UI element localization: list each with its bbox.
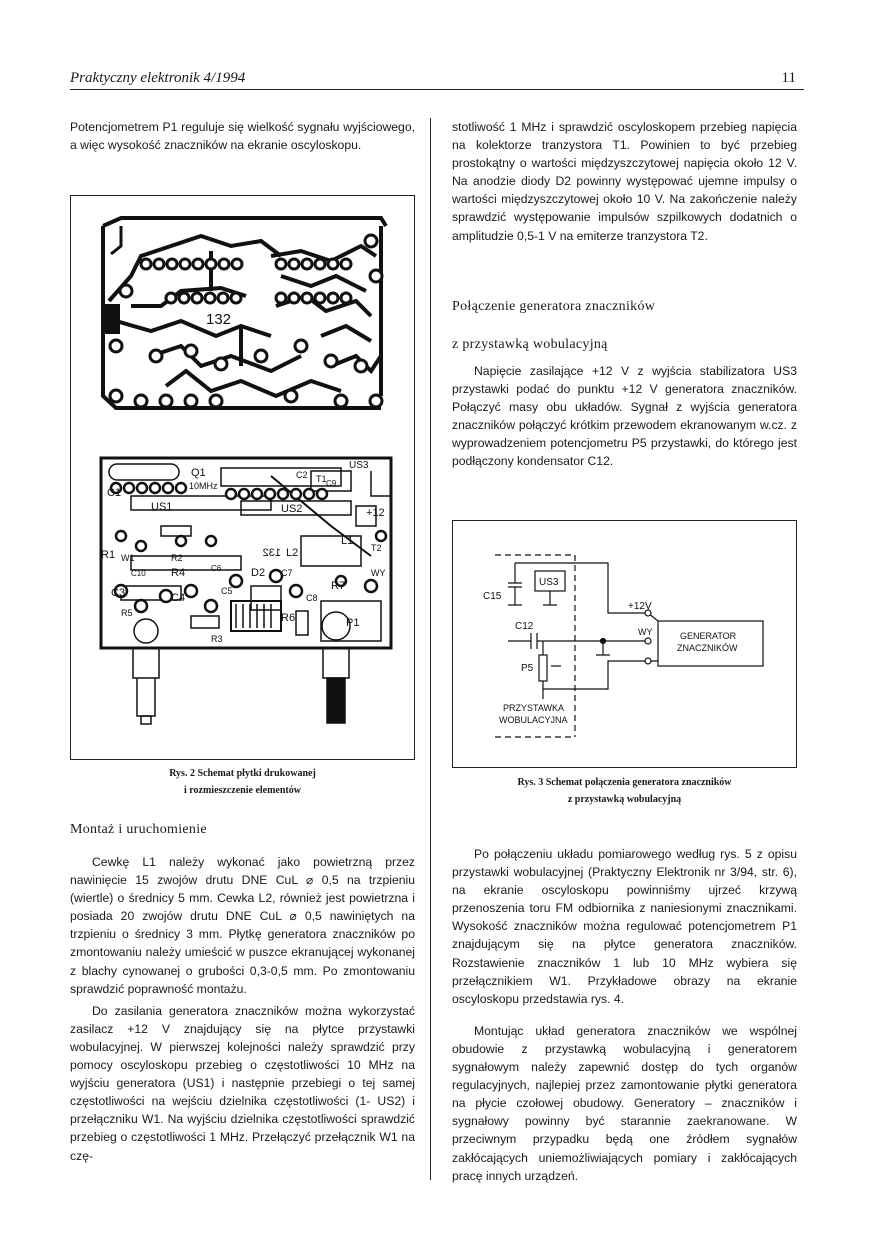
fig3-label-c15: C15 xyxy=(483,591,502,602)
fig3-label-znacznikow: ZNACZNIKÓW xyxy=(677,643,738,653)
label-mhz: 10MHz xyxy=(189,481,218,491)
left-body-text xyxy=(70,853,415,1165)
figure-3-caption: Rys. 3 Schemat połączenia generatora znaczników z przystawką wobulacyjną xyxy=(517,777,732,805)
label-r4: R4 xyxy=(171,567,186,579)
label-w1: W1 xyxy=(121,553,135,563)
running-header xyxy=(70,70,804,90)
label-p1: P1 xyxy=(346,617,360,629)
fig3-label-wobulacyjna: WOBULACYJNA xyxy=(499,715,568,725)
label-c5: C5 xyxy=(221,586,233,596)
pcb-number-label: 132 xyxy=(206,311,232,328)
paragraph-measurement: Po połączeniu układu pomiarowego według rys. 5 z opisu przystawki wobulacyjnej (Praktyczny Elektronik nr 3/94, str. 6), na ekranie oscyloskopu powinniśmy ujrzeć krzywą przenoszenia toru FM odbiornika z naniesionymi znacznikami. Wysokość znaczników można regulować potencjometrem P1 znajdującym się na płytce generatora znaczników. Rozstawienie znaczników 1 lub 10 MHz wybiera się przełącznikiem W1. Przykładowe obrazy na ekranie oscyloskopu przedstawia rys. 4. xyxy=(452,847,797,1006)
label-c4: C4 xyxy=(171,592,186,604)
journal-title: Praktyczny elektronik 4/1994 xyxy=(70,70,246,86)
label-q1: Q1 xyxy=(191,467,206,479)
label-c1: C1 xyxy=(107,487,122,499)
left-intro-paragraph: Potencjometrem P1 reguluje się wielkość sygnału wyjściowego, a więc wysokość znaczników na ekranie oscyloskopu. xyxy=(70,120,415,153)
label-plus12: +12 xyxy=(366,507,385,519)
label-r5: R5 xyxy=(121,608,133,618)
label-c7: C7 xyxy=(281,568,293,578)
label-c3: C3 xyxy=(111,587,126,599)
label-us1: US1 xyxy=(151,501,173,513)
label-r3: R3 xyxy=(211,634,223,644)
fig3-label-plus12v: +12V xyxy=(628,601,652,612)
figure-3-drawing xyxy=(453,521,796,767)
figure-2-frame xyxy=(70,195,415,760)
figure-3-frame xyxy=(452,520,797,768)
label-c2: C2 xyxy=(296,470,308,480)
label-c10: C10 xyxy=(131,569,146,578)
label-t1: T1 xyxy=(316,474,327,484)
label-l2: L2 xyxy=(286,547,299,559)
label-mirrored: 132 xyxy=(262,547,281,559)
fig3-label-przystawka: PRZYSTAWKA xyxy=(503,703,565,713)
fig3-label-us3: US3 xyxy=(539,577,559,588)
section-heading-assembly: Montaż i uruchomienie xyxy=(70,822,207,837)
fig3-label-generator: GENERATOR xyxy=(680,631,737,641)
fig3-label-p5: P5 xyxy=(521,663,534,674)
figure-2-caption: Rys. 2 Schemat płytki drukowanej i rozmieszczenie elementów xyxy=(169,768,316,796)
pcb-trace-layout xyxy=(103,218,386,408)
page-number: 11 xyxy=(781,70,796,86)
fig3-label-c12: C12 xyxy=(515,621,534,632)
right-continued-paragraph: stotliwość 1 MHz i sprawdzić oscyloskopem przebieg napięcia na kolektorze tranzystora T1. Powinien to być przebieg prostokątny o wartości międzyszczytowej napięcia około 12 V. Na anodzie diody D2 powinny występować ujemne impulsy o wartości międzyszczytowej około 10 V. Na zakończenie należy sprawdzić występowanie impulsów szpilkowych dodatnich o amplitudzie 0,5-1 V na emiterze tranzystora T2. xyxy=(452,120,797,243)
label-t2: T2 xyxy=(371,543,382,553)
paragraph-enclosure: Montując układ generatora znaczników we wspólnej obudowie z przystawką wobulacyjną i generatorem sygnałowym należy zapewnić dostęp do tych organów regulacyjnych, najlepiej przez zamontowanie płytki generatora na płycie czołowej obudowy. Generatory – znaczników i sygnałowy powinny być starannie zaekranowane. W przeciwnym przypadku będą one źródłem sygnałów zakłócających uniemożliwiających pomiary i zakłócających pracę innych urządzeń. xyxy=(452,1023,797,1183)
figure-2-drawing xyxy=(71,196,414,759)
label-us2: US2 xyxy=(281,503,303,515)
label-r6: R6 xyxy=(281,612,296,624)
label-wy: WY xyxy=(371,568,386,578)
fig3-label-wy: WY xyxy=(638,627,653,637)
right-body-text xyxy=(452,845,797,1185)
label-c9: C9 xyxy=(326,479,337,488)
label-r1: R1 xyxy=(101,549,116,561)
section-heading-connection: Połączenie generatora znaczników z przystawką wobulacyjną xyxy=(452,299,656,352)
paragraph-coil: Cewkę L1 należy wykonać jako powietrzną przez nawinięcie 15 zwojów drutu DNE CuL ⌀ 0,5 na trzpieniu (wiertle) o średnicy 5 mm. Cewka L2, również jest powietrzna i posiada 20 zwojów drutu DNE CuL ⌀ 0,5 nawiniętych na trzpieniu o średnicy 3 mm. Płytkę generatora znaczników po zmontowaniu należy umieścić w puszce ekranującej wykonanej z blachy cynowanej o grubości 0,3-0,5 mm. Po zmontowaniu sprawdzić poprawność montażu. xyxy=(70,855,415,996)
label-d2: D2 xyxy=(251,567,266,579)
label-c6: C6 xyxy=(211,564,222,573)
paragraph-power: Do zasilania generatora znaczników można wykorzystać zasilacz +12 V znajdujący się na płytce przystawki wobulacyjnej. W pierwszej kolejności należy sprawdzić przy pomocy oscyloskopu przebieg o częstotliwości 10 MHz na wyjściu generatora (US1) i następnie przebiegi o tej samej częstotliwości na wejściu dzielnika częstotliwości (1- US2) i przełączniku W1. Na wyjściu dzielnika częstotliwości sprawdzić przebieg o częstotliwości 1 MHz. Przełączyć przełącznik W1 na czę- xyxy=(70,1003,415,1163)
right-paragraph-supply: Napięcie zasilające +12 V z wyjścia stabilizatora US3 przystawki podać do punktu +12 V generatora znaczników. Połączyć masy obu układów. Sygnał z wyjścia generatora znaczników połączyć krótkim przewodem ekranowanym w.cz. z wyprowadzeniem potencjometru P5 przystawki, do którego jest podłączony kondensator C12. xyxy=(452,364,797,469)
label-l1: L1 xyxy=(341,535,354,547)
label-r7: R7 xyxy=(331,580,346,592)
label-c8: C8 xyxy=(306,593,318,603)
label-us3: US3 xyxy=(349,460,369,471)
label-r2: R2 xyxy=(171,553,183,563)
column-divider xyxy=(430,118,431,1180)
